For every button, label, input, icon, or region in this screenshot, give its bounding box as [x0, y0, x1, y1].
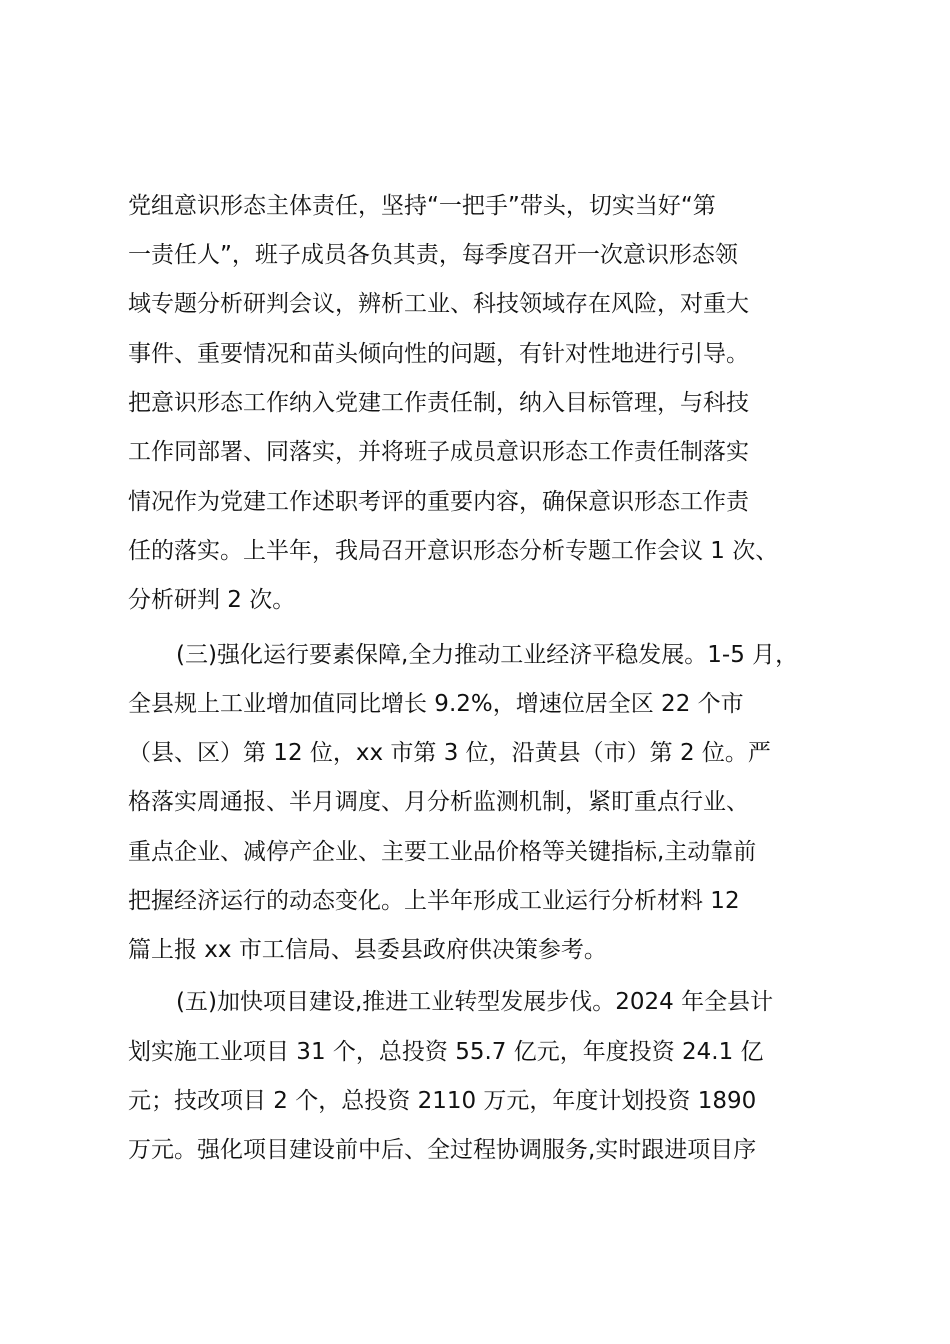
text-line: 党组意识形态主体责任，坚持“一把手”带头，切实当好“第	[128, 193, 716, 219]
text-line: 全县规上工业增加值同比增长 9.2%，增速位居全区 22 个市	[128, 691, 744, 717]
text-line: （县、区）第 12 位，xx 市第 3 位，沿黄县（市）第 2 位。严	[128, 740, 771, 766]
text-line: 万元。强化项目建设前中后、全过程协调服务,实时跟进项目序	[128, 1137, 757, 1163]
text-line: 重点企业、减停产企业、主要工业品价格等关键指标,主动靠前	[128, 839, 757, 865]
text-line: 事件、重要情况和苗头倾向性的问题，有针对性地进行引导。	[128, 341, 749, 367]
text-line: 一责任人”，班子成员各负其责，每季度召开一次意识形态领	[128, 242, 738, 268]
text-line: 元；技改项目 2 个，总投资 2110 万元，年度计划投资 1890	[128, 1088, 757, 1114]
text-line: 把意识形态工作纳入党建工作责任制，纳入目标管理，与科技	[128, 390, 749, 416]
text-line: 分析研判 2 次。	[128, 587, 296, 613]
text-line: 划实施工业项目 31 个，总投资 55.7 亿元，年度投资 24.1 亿	[128, 1039, 764, 1065]
text-line: 篇上报 xx 市工信局、县委县政府供决策参考。	[128, 937, 607, 963]
text-line: 把握经济运行的动态变化。上半年形成工业运行分析材料 12	[128, 888, 740, 914]
paragraph-first-line: (三)强化运行要素保障,全力推动工业经济平稳发展。1-5 月，	[176, 642, 799, 668]
text-line: 域专题分析研判会议，辨析工业、科技领域存在风险，对重大	[128, 291, 749, 317]
text-line: 任的落实。上半年，我局召开意识形态分析专题工作会议 1 次、	[128, 538, 779, 564]
text-line: 格落实周通报、半月调度、月分析监测机制，紧盯重点行业、	[128, 789, 749, 815]
text-line: 情况作为党建工作述职考评的重要内容，确保意识形态工作责	[128, 489, 749, 515]
paragraph-first-line: (五)加快项目建设,推进工业转型发展步伐。2024 年全县计	[176, 989, 774, 1015]
text-line: 工作同部署、同落实，并将班子成员意识形态工作责任制落实	[128, 439, 749, 465]
